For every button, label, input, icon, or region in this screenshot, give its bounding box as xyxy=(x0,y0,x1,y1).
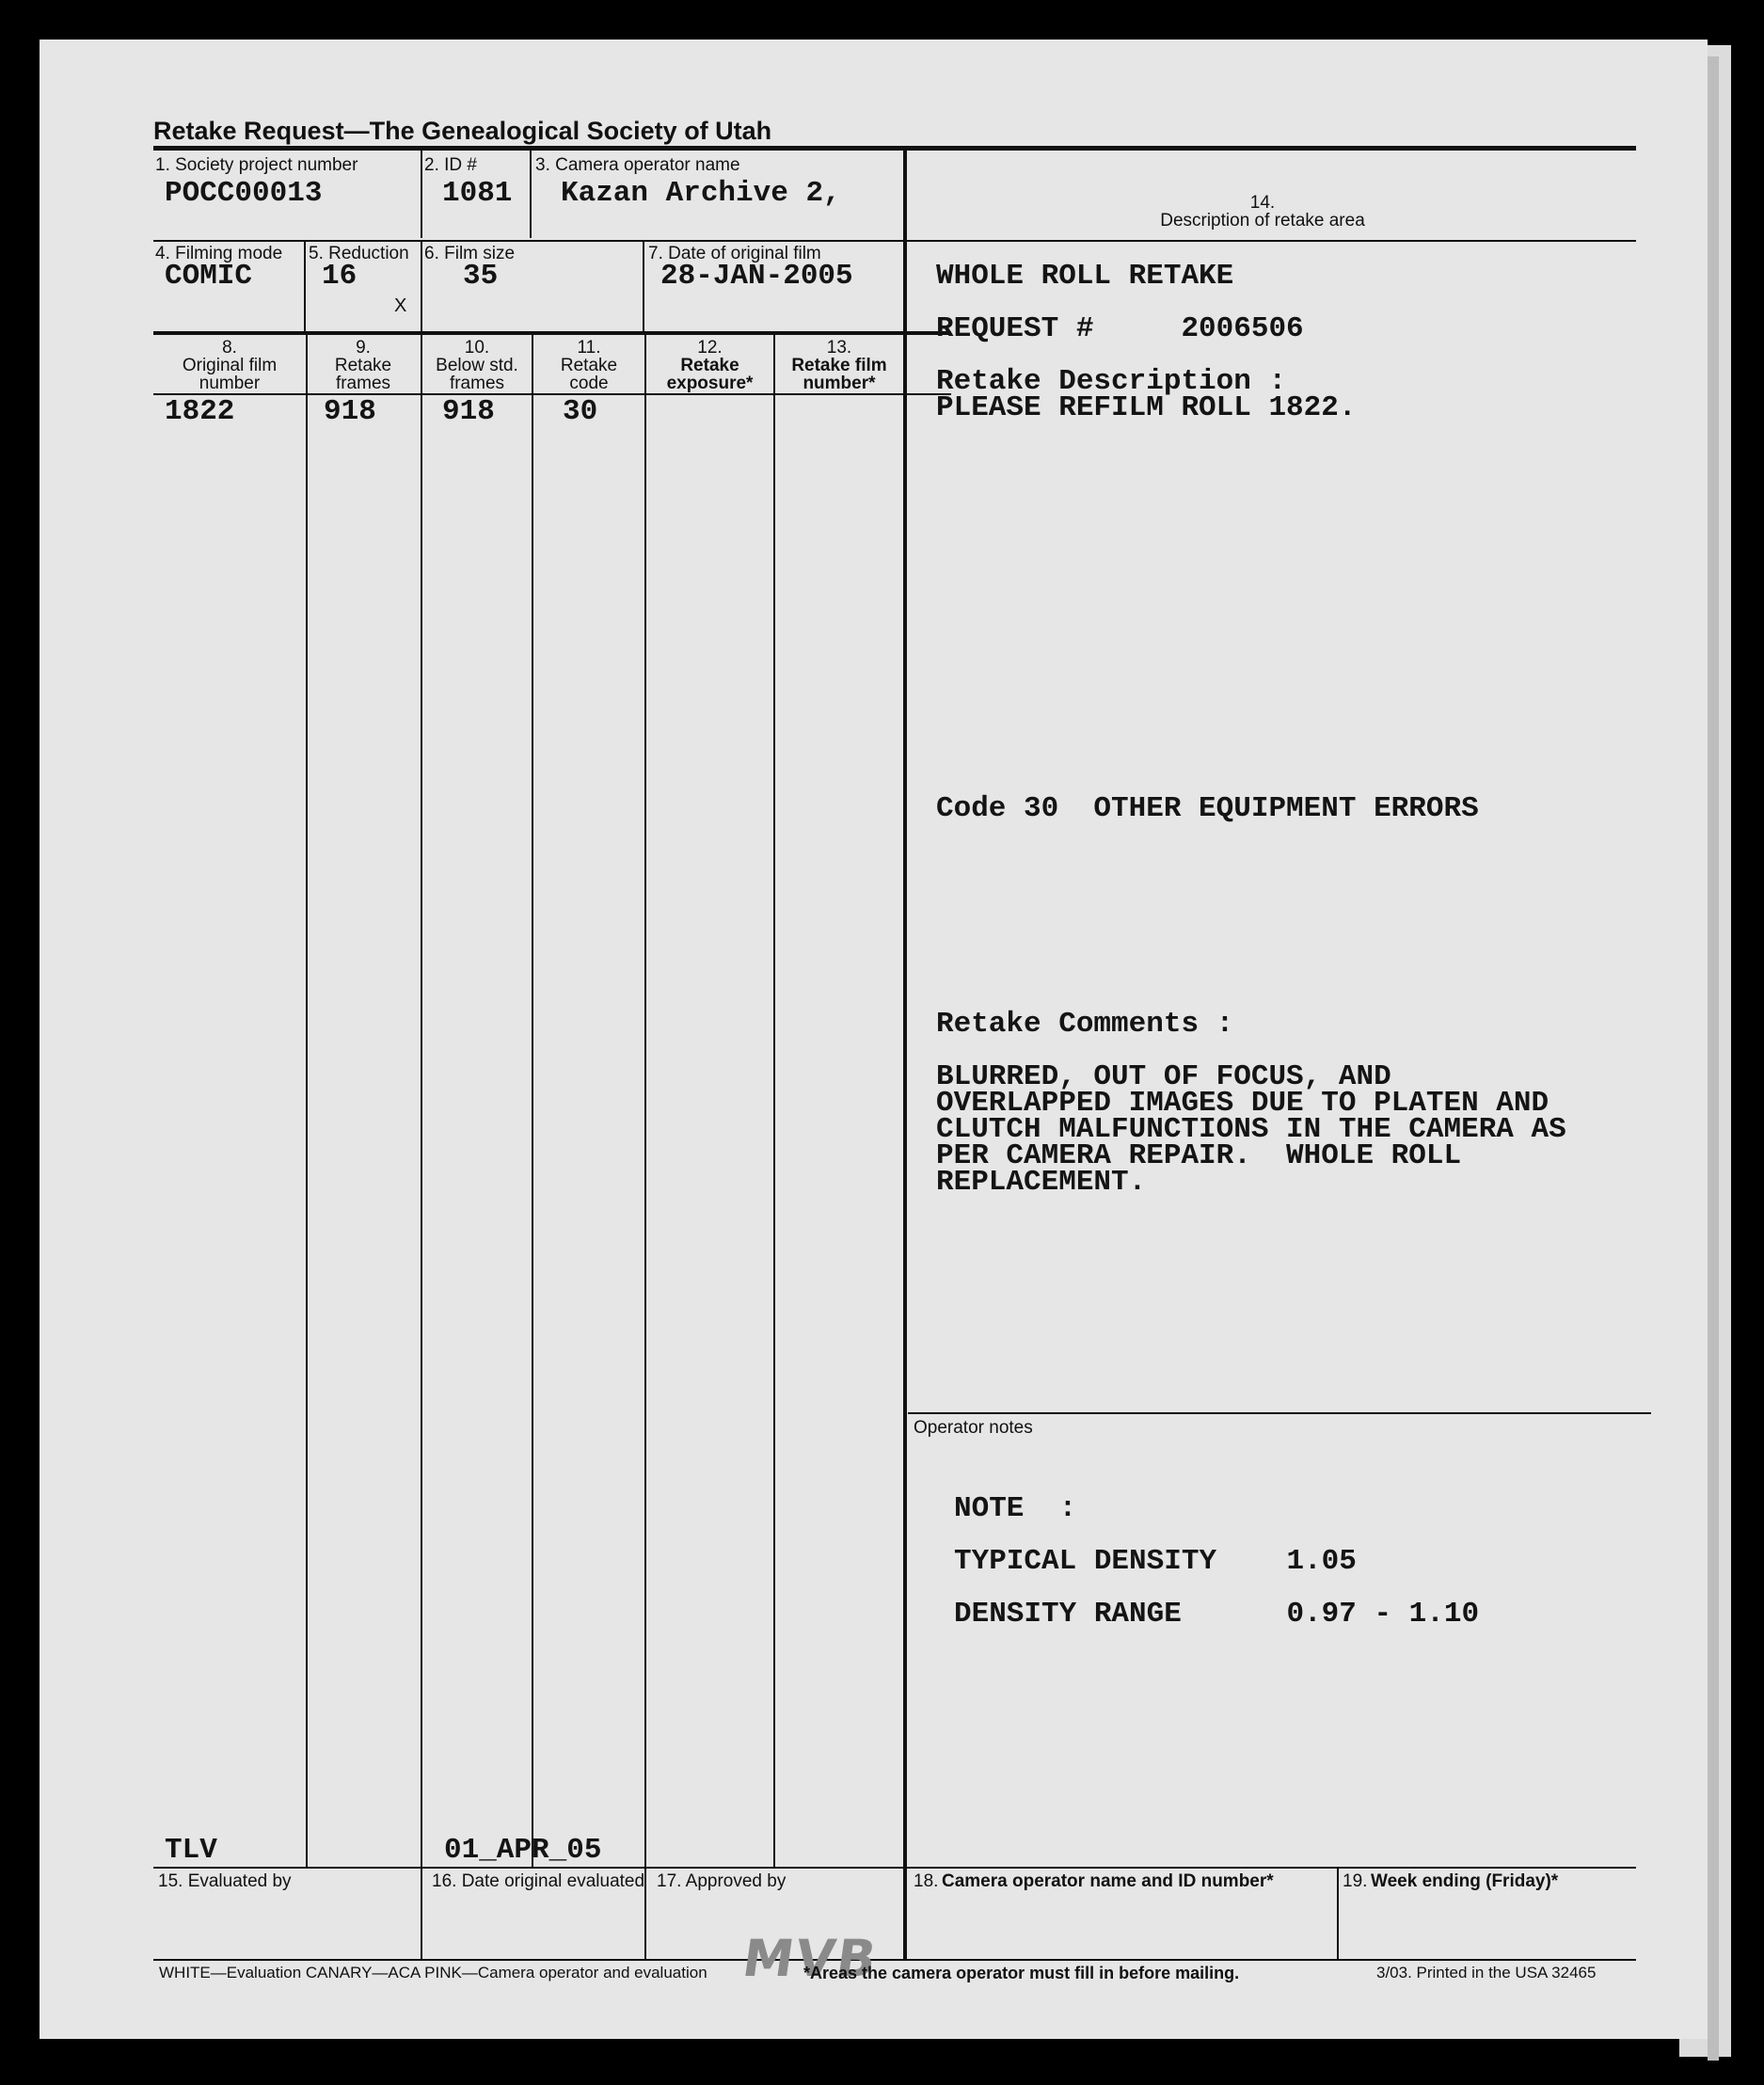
divider-id-left xyxy=(421,146,422,238)
col-line-10 xyxy=(421,333,422,1960)
col-header-retake-exposure: Retake exposure* xyxy=(666,356,754,393)
film-number-value: 1822 xyxy=(165,395,235,428)
notes-line: DENSITY RANGE 0.97 - 1.10 xyxy=(954,1598,1480,1631)
camera-operator-id-number: 18. xyxy=(914,1871,939,1891)
description-line: REPLACEMENT. xyxy=(936,1166,1147,1199)
description-number: 14. xyxy=(1249,193,1276,213)
description-line: WHOLE ROLL RETAKE xyxy=(936,260,1234,293)
description-line: OVERLAPPED IMAGES DUE TO PLATEN AND xyxy=(936,1087,1549,1120)
rule-row1 xyxy=(153,240,1636,242)
footer-note: *Areas the camera operator must fill in before mailing. xyxy=(803,1964,1240,1982)
date-original-label: 7. Date of original film xyxy=(648,244,821,263)
col-header-retake-exposure-number: 12. xyxy=(697,338,723,358)
camera-operator-id-label: Camera operator name and ID number* xyxy=(942,1871,1274,1891)
week-ending-number: 19. xyxy=(1343,1871,1368,1891)
description-line: Retake Description : xyxy=(936,365,1287,398)
col-header-retake-film-number: Retake film number* xyxy=(791,356,887,393)
description-line: CLUTCH MALFUNCTIONS IN THE CAMERA AS xyxy=(936,1113,1566,1146)
id-label: 2. ID # xyxy=(424,155,477,175)
col-line-11 xyxy=(532,333,533,1867)
evaluated-by-label: 15. Evaluated by xyxy=(158,1871,292,1891)
camera-operator-label: 3. Camera operator name xyxy=(535,155,740,175)
filming-mode-label: 4. Filming mode xyxy=(155,244,283,263)
description-line: PLEASE REFILM ROLL 1822. xyxy=(936,391,1357,424)
evaluated-by-value: TLV xyxy=(165,1834,217,1867)
date-evaluated-value: 01_APR_05 xyxy=(444,1834,602,1867)
description-line: REQUEST # 2006506 xyxy=(936,312,1304,345)
operator-notes-label: Operator notes xyxy=(914,1418,1033,1438)
below-std-value: 918 xyxy=(442,395,495,428)
approved-by-label: 17. Approved by xyxy=(657,1871,787,1891)
description-line: BLURRED, OUT OF FOCUS, AND xyxy=(936,1060,1391,1093)
form-sheet xyxy=(40,40,1708,2039)
description-label: Description of retake area xyxy=(1160,211,1365,231)
rule-footer xyxy=(153,1959,1636,1961)
week-ending-label: Week ending (Friday)* xyxy=(1371,1871,1559,1891)
film-size-label: 6. Film size xyxy=(424,244,516,263)
col-line-13 xyxy=(773,333,775,1867)
film-size-value: 35 xyxy=(463,260,499,293)
sheet-edge-shadow xyxy=(1708,56,1719,2061)
col-header-film-number: 8. Original film number xyxy=(182,338,278,393)
date-evaluated-label: 16. Date original evaluated xyxy=(432,1871,645,1891)
form-title: Retake Request—The Genealogical Society of Utah xyxy=(153,117,772,145)
notes-line: TYPICAL DENSITY 1.05 xyxy=(954,1545,1357,1578)
notes-line: NOTE : xyxy=(954,1492,1077,1525)
rule-bottom-fields xyxy=(153,1867,1636,1869)
divider-id-right xyxy=(530,146,532,238)
footer-print: 3/03. Printed in the USA 32465 xyxy=(1376,1964,1597,1982)
col-header-retake-frames: 9. Retake frames xyxy=(334,338,392,393)
divider-week-ending xyxy=(1337,1867,1339,1959)
footer-copies: WHITE—Evaluation CANARY—ACA PINK—Camera operator and evaluation xyxy=(159,1964,707,1982)
col-header-retake-code: 11. Retake code xyxy=(560,338,618,393)
filming-mode-value: COMIC xyxy=(165,260,253,293)
divider-reduction-left xyxy=(304,240,306,333)
reduction-value: 16 xyxy=(322,260,358,293)
rule-top xyxy=(153,146,1636,151)
col-line-12 xyxy=(644,333,646,1960)
divider-date-left xyxy=(643,240,644,333)
col-line-9 xyxy=(306,333,308,1867)
retake-frames-value: 918 xyxy=(324,395,376,428)
col-header-below-std: 10. Below std. frames xyxy=(436,338,518,393)
reduction-label: 5. Reduction xyxy=(309,244,409,263)
rule-row2 xyxy=(153,331,951,335)
divider-reduction-right xyxy=(421,240,422,333)
divider-main xyxy=(903,146,907,1960)
date-original-value: 28-JAN-2005 xyxy=(660,260,853,293)
description-line: Code 30 OTHER EQUIPMENT ERRORS xyxy=(936,792,1479,825)
society-project-label: 1. Society project number xyxy=(155,155,358,175)
reduction-x: X xyxy=(394,295,407,316)
rule-operator-notes xyxy=(908,1412,1651,1414)
rule-col-header xyxy=(153,393,951,395)
col-header-retake-film-number-num: 13. xyxy=(826,338,852,358)
society-project-value: POCC00013 xyxy=(165,177,323,210)
description-line: PER CAMERA REPAIR. WHOLE ROLL xyxy=(936,1139,1462,1172)
retake-code-value: 30 xyxy=(563,395,598,428)
approved-by-stamp: MVB xyxy=(739,1929,882,1988)
camera-operator-value: Kazan Archive 2, xyxy=(561,177,841,210)
id-value: 1081 xyxy=(442,177,513,210)
description-line: Retake Comments : xyxy=(936,1008,1234,1041)
